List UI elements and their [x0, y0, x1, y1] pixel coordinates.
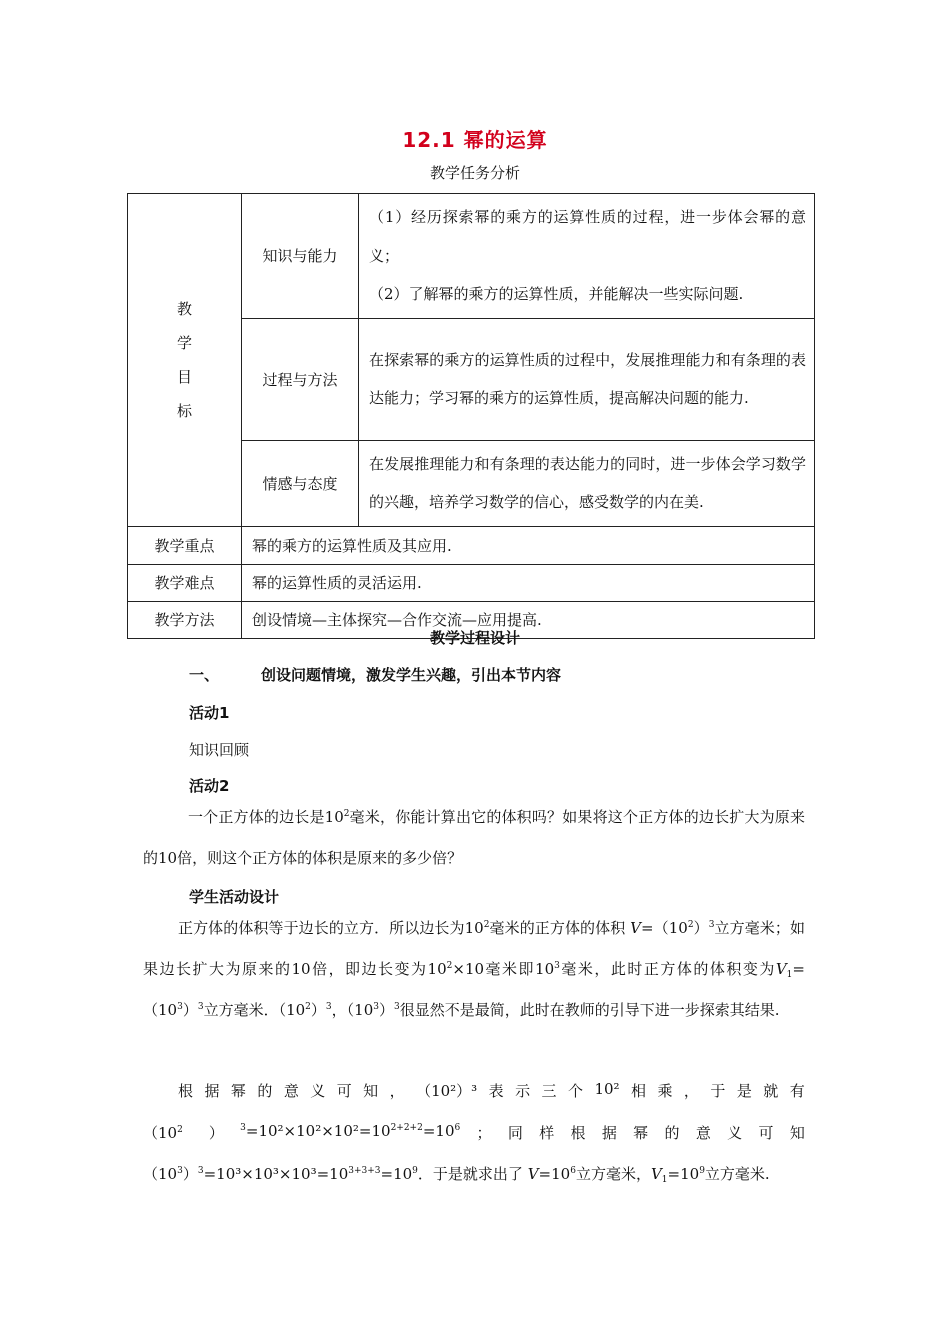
text-run: ．于是就求出了: [417, 1165, 523, 1183]
exponent: 3: [177, 1166, 183, 1176]
word: 于: [710, 1082, 726, 1100]
word: 知: [363, 1082, 379, 1100]
text-run: （10: [143, 1124, 178, 1142]
text-run: =10³×10³×10³=10: [203, 1165, 349, 1183]
section-number: 一、: [189, 666, 220, 684]
question-paragraph: [143, 797, 805, 879]
word: 根: [178, 1082, 194, 1100]
word: 幂: [633, 1124, 649, 1142]
method-label: 教学方法: [128, 601, 242, 638]
variable-v: V: [630, 919, 641, 937]
header-char: 目: [176, 367, 192, 386]
knowledge-text: [359, 194, 815, 319]
word: 据: [204, 1082, 220, 1100]
text-run: 立方毫米.: [704, 1165, 770, 1183]
section-title: 创设问题情境，激发学生兴趣，引出本节内容: [261, 666, 562, 684]
page-title: 12.1 幂的运算: [402, 128, 548, 152]
exponent: 3+3+3: [348, 1166, 381, 1176]
meaning-line-2: [143, 1122, 805, 1143]
section-1-heading: [189, 664, 561, 685]
knowledge-item-2: （2）了解幂的乘方的运算性质，并能解决一些实际问题.: [369, 285, 744, 303]
formula-expansion: $^3=10^2\times 10^2\times 10^2=10^{2+2+2}=10^6$: [240, 1122, 461, 1140]
subscript: 1: [661, 1175, 668, 1185]
header-char: 学: [176, 333, 192, 352]
word: 个: [568, 1082, 584, 1100]
exponent: 9: [699, 1166, 705, 1176]
text-run: （10: [143, 1165, 178, 1183]
header-char: 教: [176, 299, 192, 318]
question-text: 一个正方体的边长是10: [188, 808, 344, 826]
subscript: 1: [786, 970, 793, 980]
text-run: ）: [378, 1001, 394, 1019]
exponent: 2+2+2: [390, 1123, 423, 1133]
emotion-text: 在发展推理能力和有条理的表达能力的同时，进一步体会学习数学的兴趣，培养学习数学的信心，感受数学的内在美.: [359, 440, 815, 526]
word: 乘: [657, 1082, 673, 1100]
exponent: 3: [197, 1166, 204, 1176]
text-run: ）: [693, 919, 709, 937]
knowledge-label: 知识与能力: [242, 194, 359, 319]
meaning-line-1: [178, 1080, 805, 1101]
word: 义: [727, 1124, 743, 1142]
method-text: 创设情境—主体探究—合作交流—应用提高.: [242, 601, 815, 638]
exponent: 3: [708, 920, 715, 930]
exponent: 2: [343, 809, 350, 819]
word: 的: [257, 1082, 273, 1100]
student-design-title: 学生活动设计: [189, 888, 280, 906]
text-run: 立方毫米．（10: [203, 1001, 306, 1019]
exponent: 6: [570, 1166, 576, 1176]
variable-v: V: [527, 1165, 539, 1183]
exponent: 2: [687, 920, 694, 930]
question-text: 毫米，你能计算出它的体积吗？如果将这个正方体的边长扩大为原来的10倍，则这个正方体的体积是原来的多少倍？: [143, 808, 805, 867]
text-run: 立方毫米；如果边长扩大为原来的10倍，即边长变为10: [143, 919, 805, 978]
knowledge-item-1: （1）经历探索幂的乘方的运算性质的过程，进一步体会幂的意义；: [369, 208, 806, 265]
variable-v1: V: [650, 1165, 662, 1183]
text-run: ）: [310, 1001, 326, 1019]
task-analysis-subtitle: 教学任务分析: [429, 164, 520, 182]
activity-2-label: 活动2: [189, 777, 230, 795]
exponent: 9: [412, 1166, 418, 1176]
text-run: 立方毫米，: [575, 1165, 651, 1183]
word: ；: [476, 1124, 492, 1142]
exponent: 6: [454, 1123, 461, 1133]
exponent: 3: [325, 1002, 332, 1012]
text-run: 很显然不是最简，此时在教师的引导下进一步探索其结果.: [399, 1001, 780, 1019]
header-char: 标: [176, 401, 192, 420]
text-run: 正方体的体积等于边长的立方．所以边长为10: [178, 919, 484, 937]
word: ，: [683, 1082, 699, 1100]
exponent: 2: [305, 1002, 311, 1012]
key-point-label: 教学重点: [128, 526, 242, 564]
text-run: ，（10: [331, 1001, 374, 1019]
word: 同: [507, 1124, 523, 1142]
meaning-line-3: [143, 1163, 770, 1184]
text-run: ×10毫米即10: [452, 960, 555, 978]
text-run: =10: [380, 1165, 413, 1183]
exponent: 2: [483, 920, 490, 930]
word: 相: [631, 1082, 647, 1100]
text-run: =10²×10²×10²=10: [245, 1122, 391, 1140]
difficulty-label: 教学难点: [128, 564, 242, 601]
word: 的: [664, 1124, 680, 1142]
text-run: =（10: [143, 960, 805, 1019]
word: 三: [541, 1082, 557, 1100]
text-run: =（10: [641, 919, 688, 937]
exponent: 3: [177, 1002, 183, 1012]
exponent: 3: [373, 1002, 379, 1012]
key-point-text: 幂的乘方的运算性质及其应用.: [242, 526, 815, 564]
text-run: 毫米的正方体的体积: [489, 919, 626, 937]
exponent: 3: [554, 961, 560, 971]
process-label: 过程与方法: [242, 318, 359, 440]
word: （10²）³: [416, 1082, 478, 1100]
word: 示: [515, 1082, 531, 1100]
text-run: ）: [182, 1001, 198, 1019]
text-run: ）: [208, 1124, 224, 1142]
word: 知: [789, 1124, 805, 1142]
text-run: ）: [182, 1165, 198, 1183]
text-run: 毫米，此时正方体的体积变为: [559, 960, 776, 978]
activity-1-label: 活动1: [189, 704, 230, 722]
word: 义: [310, 1082, 326, 1100]
text-run: =10: [667, 1165, 700, 1183]
text-run: =10: [538, 1165, 571, 1183]
word: 幂: [230, 1082, 246, 1100]
word: 就: [763, 1082, 779, 1100]
word: 样: [539, 1124, 555, 1142]
difficulty-text: 幂的运算性质的灵活运用.: [242, 564, 815, 601]
word: 意: [283, 1082, 299, 1100]
text-run: =10: [422, 1122, 455, 1140]
exponent: 3: [197, 1002, 204, 1012]
exponent: 3: [394, 1002, 400, 1012]
word: 表: [488, 1082, 504, 1100]
word: 10²: [594, 1080, 620, 1098]
process-text: 在探索幂的乘方的运算性质的过程中，发展推理能力和有条理的表达能力；学习幂的乘方的运算性质，提高解决问题的能力.: [359, 318, 815, 440]
word: 有: [789, 1082, 805, 1100]
word: 意: [695, 1124, 711, 1142]
word: 是: [736, 1082, 752, 1100]
exponent: 2: [177, 1125, 183, 1135]
teaching-objectives-header: [128, 194, 242, 527]
knowledge-review: 知识回顾: [189, 741, 250, 759]
explanation-paragraph: [143, 908, 805, 1031]
word: 可: [336, 1082, 352, 1100]
formula-left: [143, 1122, 224, 1143]
process-design-title: 教学过程设计: [429, 629, 520, 647]
teaching-goals-table: [127, 193, 815, 639]
variable-v1: V: [775, 960, 787, 978]
word: 可: [758, 1124, 774, 1142]
emotion-label: 情感与态度: [242, 440, 359, 526]
word: 根: [570, 1124, 586, 1142]
word: 据: [601, 1124, 617, 1142]
exponent: 2: [446, 961, 453, 971]
word: ，: [389, 1082, 405, 1100]
